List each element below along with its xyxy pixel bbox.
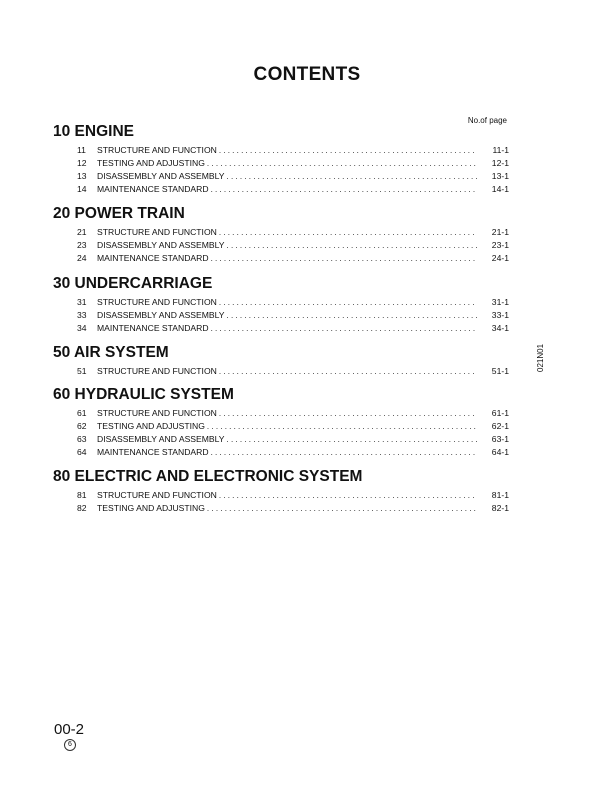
entry-number: 34: [77, 323, 87, 333]
entry-label: DISASSEMBLY AND ASSEMBLY: [97, 240, 225, 250]
toc-entry[interactable]: [53, 433, 509, 446]
entry-number: 21: [77, 227, 87, 237]
toc-entry[interactable]: [53, 446, 509, 459]
entry-page: 61-1: [491, 408, 509, 418]
entry-number: 64: [77, 447, 87, 457]
footer-page-number: 00-2: [54, 721, 85, 738]
entry-number: 33: [77, 310, 87, 320]
page-number-column-header: No.of page: [467, 116, 507, 125]
entry-number: 24: [77, 253, 87, 263]
entry-number: 12: [77, 158, 87, 168]
entry-number: 81: [77, 490, 87, 500]
entry-label: STRUCTURE AND FUNCTION: [97, 297, 217, 307]
toc-entry[interactable]: [53, 239, 509, 252]
entry-number: 51: [77, 366, 87, 376]
dot-leader: [219, 489, 477, 502]
dot-leader: [211, 446, 477, 459]
section-engine: [53, 122, 509, 196]
entry-page: 33-1: [491, 310, 509, 320]
entry-page: 64-1: [491, 447, 509, 457]
entry-number: 62: [77, 421, 87, 431]
entry-label: TESTING AND ADJUSTING: [97, 421, 205, 431]
entry-page: 34-1: [491, 323, 509, 333]
dot-leader: [227, 239, 477, 252]
entry-number: 82: [77, 503, 87, 513]
entry-label: DISASSEMBLY AND ASSEMBLY: [97, 310, 225, 320]
entry-number: 14: [77, 184, 87, 194]
dot-leader: [211, 252, 477, 265]
entry-page: 82-1: [491, 503, 509, 513]
toc-entry[interactable]: [53, 252, 509, 265]
entry-page: 21-1: [491, 227, 509, 237]
toc-entry[interactable]: [53, 365, 509, 378]
dot-leader: [207, 502, 477, 515]
section-heading: 30 UNDERCARRIAGE: [53, 275, 213, 292]
entry-page: 62-1: [491, 421, 509, 431]
entry-label: STRUCTURE AND FUNCTION: [97, 145, 217, 155]
entry-label: TESTING AND ADJUSTING: [97, 503, 205, 513]
toc-entry[interactable]: [53, 144, 509, 157]
entry-number: 23: [77, 240, 87, 250]
toc-entry[interactable]: [53, 420, 509, 433]
entry-page: 23-1: [491, 240, 509, 250]
dot-leader: [219, 144, 477, 157]
dot-leader: [219, 365, 477, 378]
dot-leader: [211, 322, 477, 335]
toc-entry[interactable]: [53, 322, 509, 335]
dot-leader: [227, 170, 477, 183]
entry-number: 11: [77, 145, 86, 155]
document-code: 021N01: [536, 343, 545, 372]
dot-leader: [219, 407, 477, 420]
entry-page: 63-1: [491, 434, 509, 444]
dot-leader: [211, 183, 477, 196]
entry-number: 13: [77, 171, 87, 181]
entry-page: 12-1: [491, 158, 509, 168]
section-electric-system: [53, 467, 509, 515]
section-heading: 60 HYDRAULIC SYSTEM: [53, 386, 234, 403]
toc-entry[interactable]: [53, 157, 509, 170]
toc-entry[interactable]: [53, 489, 509, 502]
dot-leader: [219, 226, 477, 239]
section-heading: 20 POWER TRAIN: [53, 205, 185, 222]
entry-page: 24-1: [491, 253, 509, 263]
toc-entry[interactable]: [53, 407, 509, 420]
page-title: CONTENTS: [253, 64, 361, 85]
entry-label: STRUCTURE AND FUNCTION: [97, 366, 217, 376]
entry-label: TESTING AND ADJUSTING: [97, 158, 205, 168]
entry-page: 11-1: [492, 145, 509, 155]
entry-page: 81-1: [491, 490, 509, 500]
entry-number: 61: [77, 408, 87, 418]
section-power-train: [53, 204, 509, 265]
section-heading: 50 AIR SYSTEM: [53, 344, 169, 361]
entry-page: 14-1: [491, 184, 509, 194]
dot-leader: [207, 420, 477, 433]
entry-number: 31: [77, 297, 87, 307]
entry-number: 63: [77, 434, 87, 444]
entry-page: 31-1: [491, 297, 509, 307]
toc-entry[interactable]: [53, 183, 509, 196]
entry-label: STRUCTURE AND FUNCTION: [97, 408, 217, 418]
entry-page: 13-1: [491, 171, 509, 181]
section-hydraulic-system: [53, 385, 509, 459]
section-air-system: [53, 343, 509, 378]
entry-label: STRUCTURE AND FUNCTION: [97, 227, 217, 237]
toc-entry[interactable]: [53, 309, 509, 322]
section-heading: 10 ENGINE: [53, 123, 134, 140]
entry-page: 51-1: [491, 366, 509, 376]
entry-label: DISASSEMBLY AND ASSEMBLY: [97, 171, 225, 181]
entry-label: MAINTENANCE STANDARD: [97, 184, 209, 194]
entry-label: MAINTENANCE STANDARD: [97, 253, 209, 263]
entry-label: MAINTENANCE STANDARD: [97, 323, 209, 333]
dot-leader: [207, 157, 477, 170]
entry-label: STRUCTURE AND FUNCTION: [97, 490, 217, 500]
entry-label: MAINTENANCE STANDARD: [97, 447, 209, 457]
section-heading: 80 ELECTRIC AND ELECTRONIC SYSTEM: [53, 468, 363, 485]
toc-entry[interactable]: [53, 170, 509, 183]
toc-entry[interactable]: [53, 502, 509, 515]
toc-entry[interactable]: [53, 226, 509, 239]
dot-leader: [227, 309, 477, 322]
dot-leader: [219, 296, 477, 309]
section-undercarriage: [53, 274, 509, 335]
revision-mark-icon: 6: [64, 739, 76, 751]
dot-leader: [227, 433, 477, 446]
entry-label: DISASSEMBLY AND ASSEMBLY: [97, 434, 225, 444]
toc-entry[interactable]: [53, 296, 509, 309]
